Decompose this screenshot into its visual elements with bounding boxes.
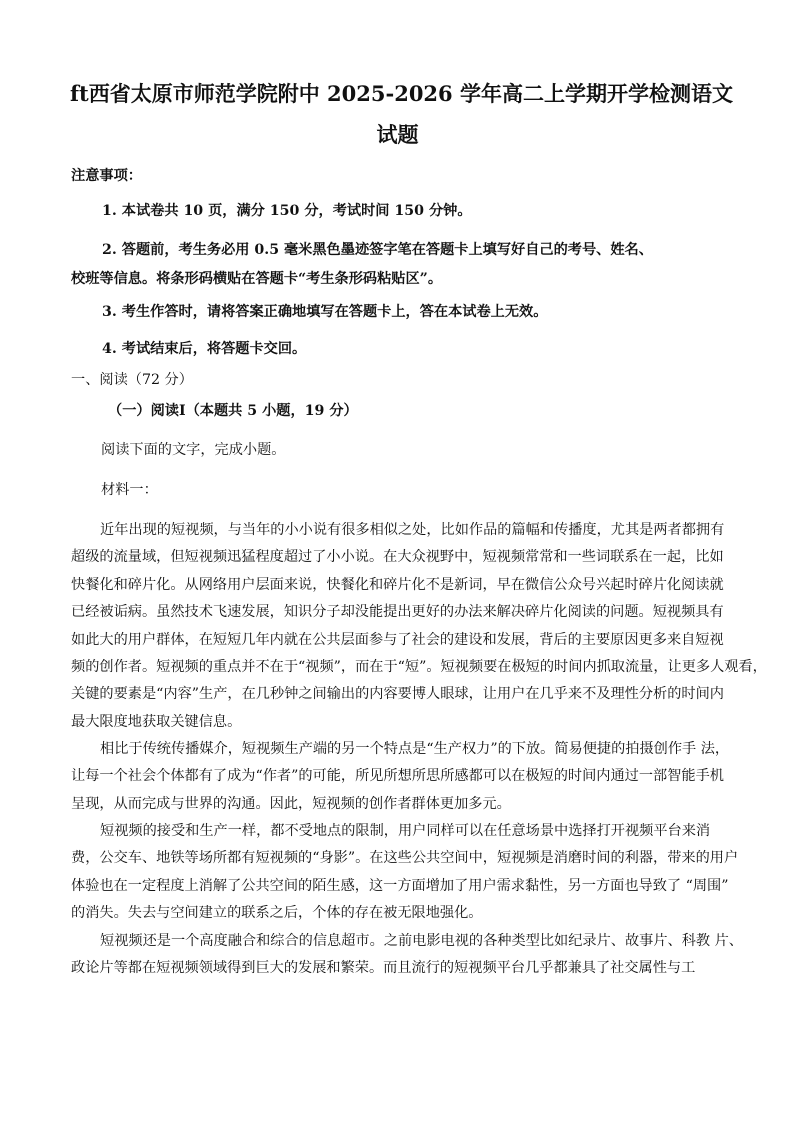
document-title-line-1: ft西省太原市师范学院附中 2025-2026 学年高二上学期开学检测语文 <box>70 81 733 106</box>
paragraph-line: 关键的要素是“内容”生产，在几秒钟之间输出的内容要博人眼球，让用户在几乎来不及理性分析的时间内 <box>71 686 724 703</box>
paragraph-line: 的消失。失去与空间建立的联系之后，个体的存在被无限地强化。 <box>71 905 483 922</box>
notice-item-4: 4. 考试结束后，将答题卡交回。 <box>102 341 307 357</box>
paragraph-4 <box>71 928 743 983</box>
paragraph-line: 费，公交车、地铁等场所都有短视频的“身影”。在这些公共空间中，短视频是消磨时间的利器，带来的用户 <box>71 850 739 867</box>
paragraph-line: 快餐化和碎片化。从网络用户层面来说，快餐化和碎片化不是新词，早在微信公众号兴起时碎片化阅读就 <box>71 576 724 593</box>
notice-item-2-continued: 校班等信息。将条形码横贴在答题卡“考生条形码粘贴区”。 <box>71 271 443 287</box>
paragraph-line: 体验也在一定程度上消解了公共空间的陌生感，这一方面增加了用户需求黏性，另一方面也导致了 “周围” <box>71 877 729 894</box>
paragraph-line: 如此大的用户群体，在短短几年内就在公共层面参与了社会的建设和发展，背后的主要原因更多来自短视 <box>71 631 724 648</box>
paragraph-line: 频的创作者。短视频的重点并不在于“视频”，而在于“短”。短视频要在极短的时间内抓取流量，让更多人观看， <box>71 658 767 675</box>
paragraph-line: 近年出现的短视频，与当年的小小说有很多相似之处，比如作品的篇幅和传播度，尤其是两者都拥有 <box>100 522 725 538</box>
paragraph-line: 已经被诟病。虽然技术飞速发展，知识分子却没能提出更好的办法来解决碎片化阅读的问题。短视频具有 <box>71 604 724 621</box>
paragraph-2 <box>71 736 731 818</box>
paragraph-1 <box>71 517 767 736</box>
notice-item-2: 2. 答题前，考生务必用 0.5 毫米黑色墨迹签字笔在答题卡上填写好自己的考号、姓名、 <box>102 242 653 258</box>
paragraph-line: 政论片等都在短视频领域得到巨大的发展和繁荣。而且流行的短视频平台几乎都兼具了社交属性与工 <box>71 960 696 977</box>
paragraph-line: 相比于传统传播媒介，短视频生产端的另一个特点是“生产权力”的下放。简易便捷的拍摄创作手 法， <box>100 741 730 757</box>
reading-instruction: 阅读下面的文字，完成小题。 <box>101 442 286 458</box>
notice-item-1: 1. 本试卷共 10 页，满分 150 分，考试时间 150 分钟。 <box>102 203 472 219</box>
paragraph-line: 短视频还是一个高度融合和综合的信息超市。之前电影电视的各种类型比如纪录片、故事片、科教 片、 <box>100 933 743 949</box>
subsection-heading: （一）阅读Ⅰ（本题共 5 小题，19 分） <box>108 403 358 419</box>
paragraph-3 <box>71 818 739 928</box>
paragraph-line: 最大限度地获取关键信息。 <box>71 713 242 730</box>
paragraph-line: 让每一个社会个体都有了成为“作者”的可能，所见所想所思所感都可以在极短的时间内通过一部智能手机 <box>71 768 724 785</box>
notice-heading: 注意事项： <box>71 168 142 184</box>
paragraph-line: 超级的流量域，但短视频迅猛程度超过了小小说。在大众视野中，短视频常常和一些词联系在一起，比如 <box>71 549 724 566</box>
paragraph-line: 短视频的接受和生产一样，都不受地点的限制，用户同样可以在任意场景中选择打开视频平台来消 <box>100 823 711 839</box>
section-heading: 一、阅读（72 分） <box>71 372 193 388</box>
paragraph-line: 呈现，从而完成与世界的沟通。因此，短视频的创作者群体更加多元。 <box>71 795 511 812</box>
notice-item-3: 3. 考生作答时，请将答案正确地填写在答题卡上，答在本试卷上无效。 <box>102 304 548 320</box>
document-title-line-2: 试题 <box>376 122 419 147</box>
material-label: 材料一： <box>101 482 158 498</box>
